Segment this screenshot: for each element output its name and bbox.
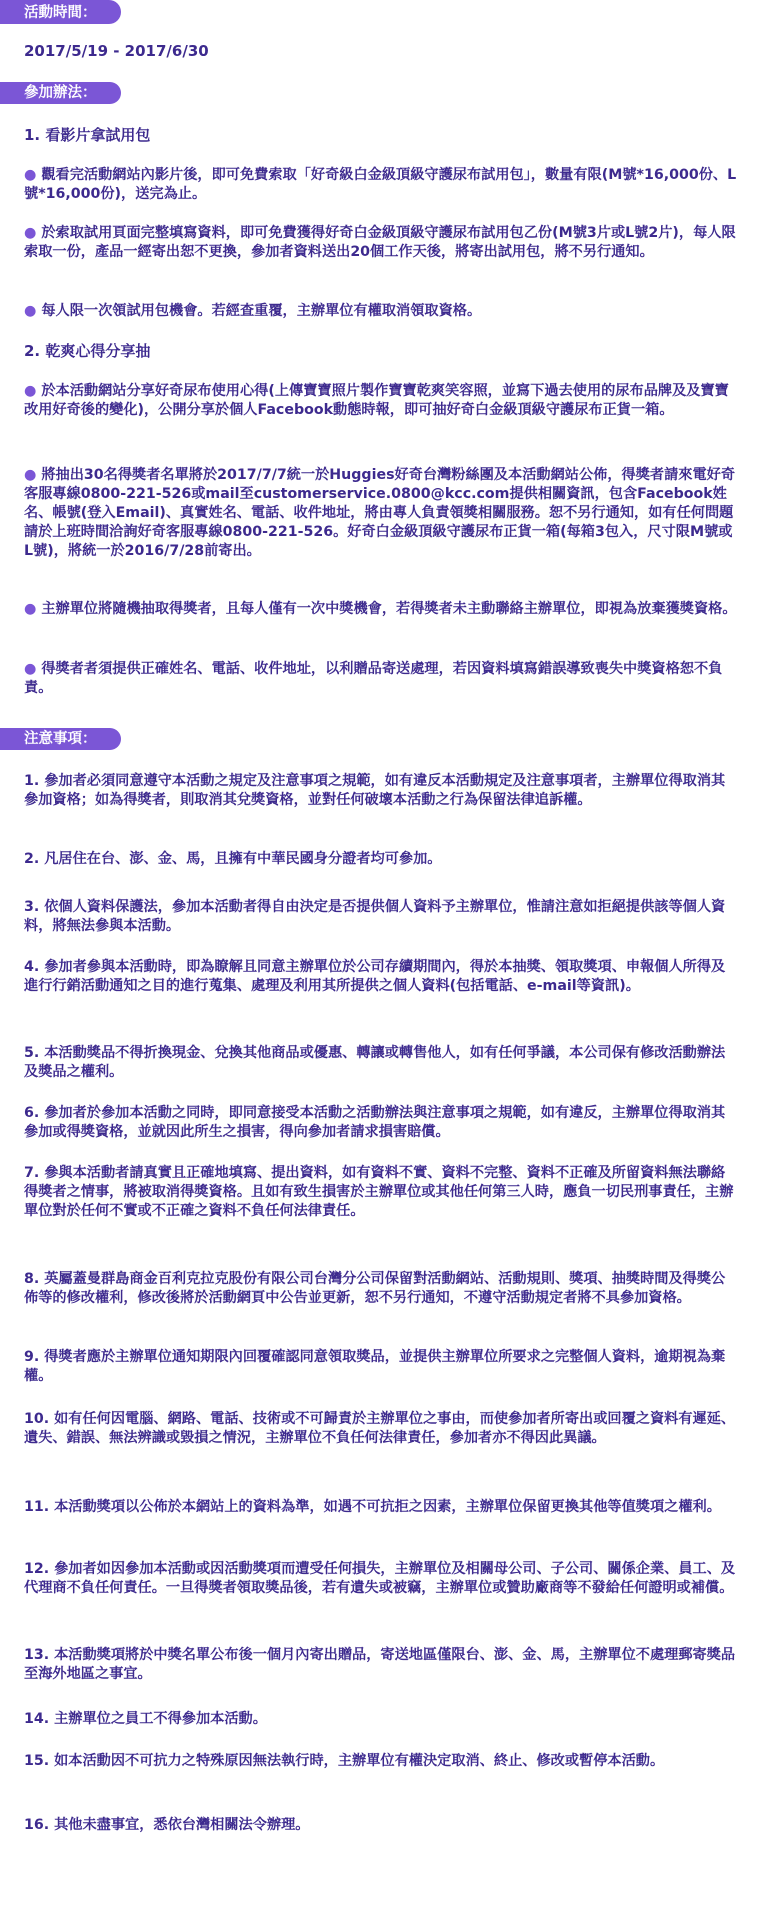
bullet-icon: ● xyxy=(24,661,37,677)
note-item-16: 16. 其他未盡事宜，悉依台灣相關法令辦理。 xyxy=(24,1817,310,1833)
note-item-3: 3. 依個人資料保護法，參加本活動者得自由決定是否提供個人資料予主辦單位，惟請注意如拒絕提供該等個人資料，將無法參與本活動。 xyxy=(24,899,726,934)
note-item-4: 4. 參加者參與本活動時，即為瞭解且同意主辦單位於公司存續期間內，得於本抽獎、領取獎項、申報個人所得及進行行銷活動通知之目的進行蒐集、處理及利用其所提供之個人資料(包括電話、e-mail等資訊)。 xyxy=(24,959,726,994)
part2-bullet-2 xyxy=(24,466,738,561)
note-item-10: 10. 如有任何因電腦、網路、電話、技術或不可歸責於主辦單位之事由，而使參加者所寄出或回覆之資料有遲延、遺失、錯誤、無法辨識或毀損之情況，主辦單位不負任何法律責任，參加者亦不得因此異議。 xyxy=(24,1411,736,1446)
note-item-15: 15. 如本活動因不可抗力之特殊原因無法執行時，主辦單位有權決定取消、終止、修改或暫停本活動。 xyxy=(24,1753,665,1769)
part1-bullet-1 xyxy=(24,166,738,204)
note-item-12: 12. 參加者如因參加本活動或因活動獎項而遭受任何損失，主辦單位及相關母公司、子公司、關係企業、員工、及代理商不負任何責任。一旦得獎者領取獎品後，若有遺失或被竊，主辦單位或贊助廠商等不發給任何證明或補償。 xyxy=(24,1561,736,1596)
bullet-text: 於本活動網站分享好奇尿布使用心得(上傳寶寶照片製作寶寶乾爽笑容照，並寫下過去使用的尿布品牌及及寶寶改用好奇後的變化)，公開分享於個人Facebook動態時報，即可抽好奇白金級頂級守護尿布正貨一箱。 xyxy=(24,383,729,418)
note-item-5: 5. 本活動獎品不得折換現金、兌換其他商品或優惠、轉讓或轉售他人，如有任何爭議，本公司保有修改活動辦法及獎品之權利。 xyxy=(24,1045,726,1080)
bullet-icon: ● xyxy=(24,467,37,483)
bullet-text: 每人限一次領試用包機會。若經查重覆，主辦單位有權取消領取資格。 xyxy=(41,303,482,319)
note-item-11: 11. 本活動獎項以公佈於本網站上的資料為準，如遇不可抗拒之因素，主辦單位保留更換其他等值獎項之權利。 xyxy=(24,1499,721,1515)
part1-bullet-2 xyxy=(24,224,738,262)
part2-bullet-3 xyxy=(24,600,738,619)
event-date: 2017/5/19 - 2017/6/30 xyxy=(24,42,209,60)
section-heading-time: 活動時間： xyxy=(0,0,121,24)
bullet-text: 將抽出30名得獎者名單將於2017/7/7統一於Huggies好奇台灣粉絲團及本活動網站公佈，得獎者請來電好奇客服專線0800-221-526或mail至customerservice.0800@kcc.com提供相關資訊，包含Facebook姓名、帳號(登入Email)、真實姓名、電話、收件地址，將由專人負責領獎相關服務。恕不另行通知，如有任何問題請於上班時間洽詢好奇客服專線0800-221-526。好奇白金級頂級守護尿布正貨一箱(每箱3包入，尺寸限M號或L號)，將統一於2016/7/28前寄出。 xyxy=(24,467,736,559)
bullet-icon: ● xyxy=(24,601,37,617)
note-item-2: 2. 凡居住在台、澎、金、馬，且擁有中華民國身分證者均可參加。 xyxy=(24,851,442,867)
bullet-icon: ● xyxy=(24,303,37,319)
note-item-14: 14. 主辦單位之員工不得參加本活動。 xyxy=(24,1711,267,1727)
note-item-6: 6. 參加者於參加本活動之同時，即同意接受本活動之活動辦法與注意事項之規範，如有違反，主辦單位得取消其參加或得獎資格，並就因此所生之損害，得向參加者請求損害賠償。 xyxy=(24,1105,726,1140)
note-item-8: 8. 英屬蓋曼群島商金百利克拉克股份有限公司台灣分公司保留對活動網站、活動規則、獎項、抽獎時間及得獎公佈等的修改權利，修改後將於活動網頁中公告並更新，恕不另行通知，不遵守活動規定者將不具參加資格。 xyxy=(24,1271,726,1306)
note-item-7: 7. 參與本活動者請真實且正確地填寫、提出資料，如有資料不實、資料不完整、資料不正確及所留資料無法聯絡得獎者之情事，將被取消得獎資格。且如有致生損害於主辦單位或其他任何第三人時，應負一切民刑事責任，主辦單位對於任何不實或不正確之資料不負任何法律責任。 xyxy=(24,1165,734,1219)
bullet-icon: ● xyxy=(24,225,37,241)
section-heading-method: 參加辦法： xyxy=(0,82,121,104)
bullet-text: 主辦單位將隨機抽取得獎者，且每人僅有一次中獎機會，若得獎者未主動聯絡主辦單位，即視為放棄獲獎資格。 xyxy=(41,601,737,617)
note-item-13: 13. 本活動獎項將於中獎名單公布後一個月內寄出贈品，寄送地區僅限台、澎、金、馬，主辦單位不處理郵寄獎品至海外地區之事宜。 xyxy=(24,1647,736,1682)
section-heading-notes: 注意事項： xyxy=(0,728,121,750)
part1-bullet-3 xyxy=(24,302,738,321)
part2-title: 2. 乾爽心得分享抽 xyxy=(24,342,151,360)
bullet-icon: ● xyxy=(24,167,37,183)
bullet-text: 得獎者者須提供正確姓名、電話、收件地址，以利贈品寄送處理，若因資料填寫錯誤導致喪失中獎資格恕不負責。 xyxy=(24,661,723,696)
part2-bullet-4 xyxy=(24,660,738,698)
bullet-text: 觀看完活動網站內影片後，即可免費索取「好奇級白金級頂級守護尿布試用包」，數量有限(M號*16,000份、L號*16,000份)，送完為止。 xyxy=(24,167,737,202)
part1-title: 1. 看影片拿試用包 xyxy=(24,126,151,144)
bullet-icon: ● xyxy=(24,383,37,399)
bullet-text: 於索取試用頁面完整填寫資料，即可免費獲得好奇白金級頂級守護尿布試用包乙份(M號3片或L號2片)，每人限索取一份，產品一經寄出恕不更換，參加者資料送出20個工作天後，將寄出試用包，將不另行通知。 xyxy=(24,225,736,260)
note-item-9: 9. 得獎者應於主辦單位通知期限內回覆確認同意領取獎品，並提供主辦單位所要求之完整個人資料，逾期視為棄權。 xyxy=(24,1349,726,1384)
note-item-1: 1. 參加者必須同意遵守本活動之規定及注意事項之規範，如有違反本活動規定及注意事項者，主辦單位得取消其參加資格；如為得獎者，則取消其兌獎資格，並對任何破壞本活動之行為保留法律追訴權。 xyxy=(24,773,726,808)
part2-bullet-1 xyxy=(24,382,738,420)
